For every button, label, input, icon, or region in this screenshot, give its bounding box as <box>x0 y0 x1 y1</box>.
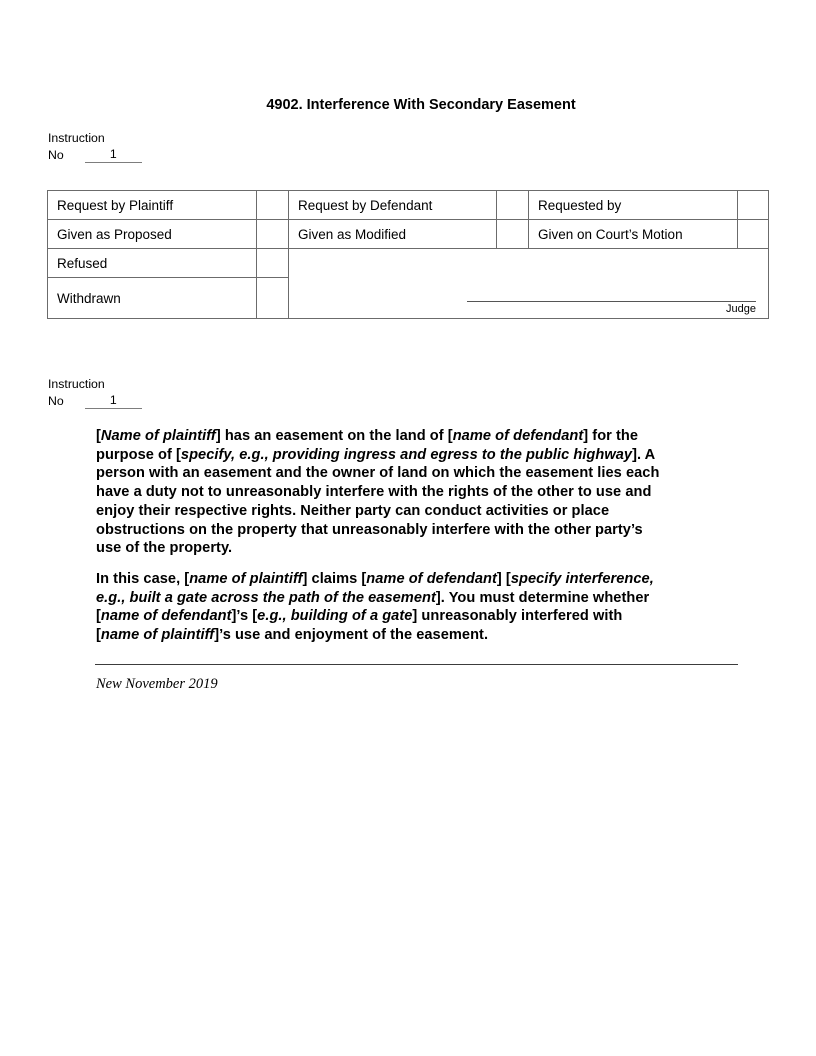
instruction-paragraph-2: In this case, [name of plaintiff] claims [name of defendant] [specify interference, e.g., built a gate across the path of the easement]. You must determine whether [name of defendant]’s [e.g., building of a gate] unreasonably interfered with [name of plaintiff]’s use and enjoyment of the easement. <box>96 570 654 644</box>
no-label: No <box>48 394 64 408</box>
footer-divider <box>95 664 738 665</box>
instruction-no-block-top <box>48 131 142 163</box>
disposition-table <box>47 190 769 319</box>
refused-check-cell[interactable] <box>257 249 289 278</box>
requested-by-label: Requested by <box>529 191 738 220</box>
request-by-defendant-check-cell[interactable] <box>497 191 529 220</box>
instruction-no-block-body <box>48 377 142 409</box>
table-row <box>48 249 769 278</box>
given-on-courts-motion-label: Given on Court’s Motion <box>529 220 738 249</box>
given-as-proposed-check-cell[interactable] <box>257 220 289 249</box>
refused-label: Refused <box>48 249 257 278</box>
withdrawn-check-cell[interactable] <box>257 278 289 319</box>
judge-label: Judge <box>726 303 756 315</box>
given-on-courts-motion-check-cell[interactable] <box>738 220 769 249</box>
page-title: 4902. Interference With Secondary Easement <box>266 97 576 113</box>
requested-by-check-cell[interactable] <box>738 191 769 220</box>
request-by-defendant-label: Request by Defendant <box>289 191 497 220</box>
instruction-number-blank[interactable]: 1 <box>85 393 142 409</box>
instruction-number-blank[interactable]: 1 <box>85 147 142 163</box>
no-label: No <box>48 148 64 162</box>
given-as-proposed-label: Given as Proposed <box>48 220 257 249</box>
instruction-label: Instruction <box>48 131 105 145</box>
revision-date-note: New November 2019 <box>96 676 218 692</box>
withdrawn-label: Withdrawn <box>48 278 257 319</box>
table-row <box>48 191 769 220</box>
instruction-paragraph-1: [Name of plaintiff] has an easement on the land of [name of defendant] for the purpose of [specify, e.g., providing ingress and egress to the public highway]. A person with an easement and the owner of land on which the easement lies each have a duty not to unreasonably interfere with the rights of the other to use and enjoy their respective rights. Neither party can conduct activities or place obstructions on the property that unreasonably interfere with the other party’s use of the property. <box>96 428 660 557</box>
request-by-plaintiff-label: Request by Plaintiff <box>48 191 257 220</box>
instruction-text <box>96 427 756 657</box>
request-by-plaintiff-check-cell[interactable] <box>257 191 289 220</box>
given-as-modified-label: Given as Modified <box>289 220 497 249</box>
given-as-modified-check-cell[interactable] <box>497 220 529 249</box>
judge-signature-block <box>467 301 756 316</box>
table-row <box>48 220 769 249</box>
instruction-label: Instruction <box>48 377 105 391</box>
judge-signature-cell <box>289 249 769 319</box>
